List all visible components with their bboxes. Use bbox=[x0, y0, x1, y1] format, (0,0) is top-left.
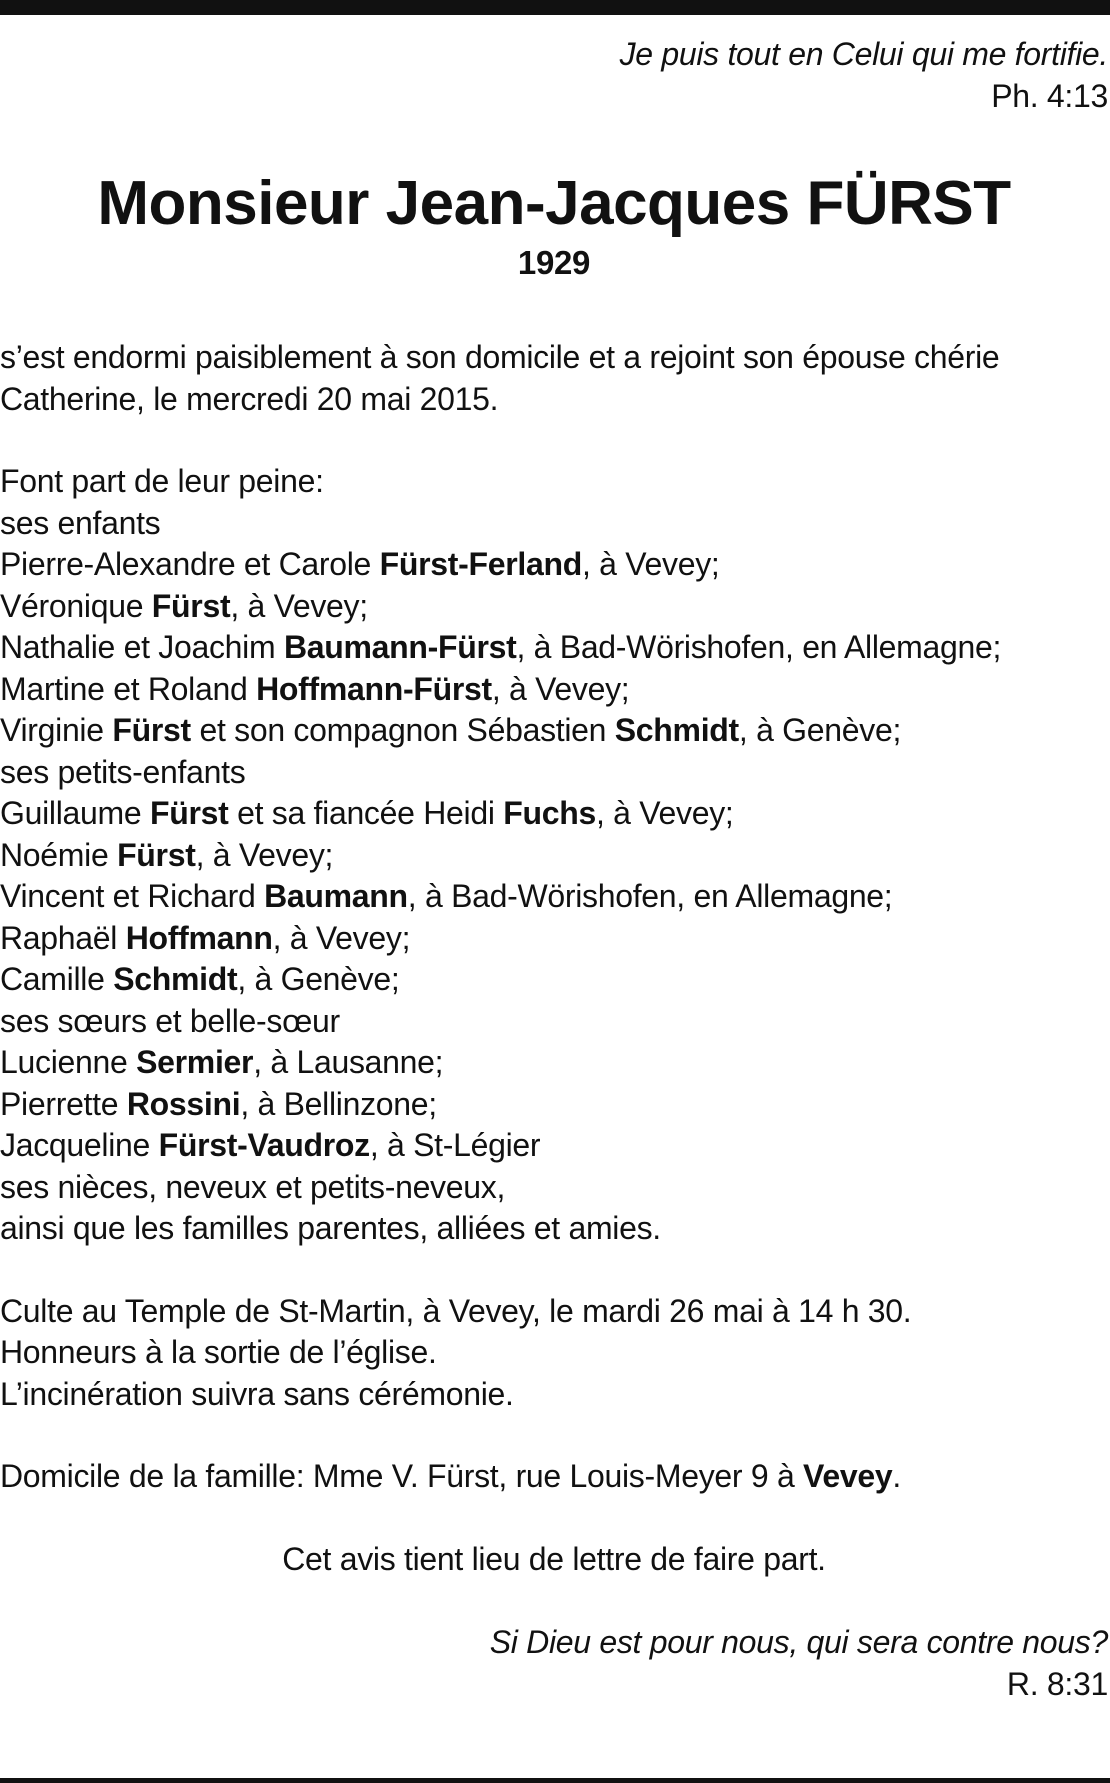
closing-verse-reference: R. 8:31 bbox=[1006, 1665, 1108, 1702]
family-line bbox=[0, 876, 1108, 918]
text-segment: Véronique bbox=[0, 587, 152, 624]
text-segment: Domicile de la famille: Mme V. Fürst, rue Louis-Meyer 9 à bbox=[0, 1458, 804, 1494]
text-segment: , à Vevey; bbox=[491, 670, 630, 707]
deceased-name: Monsieur Jean-Jacques FÜRST bbox=[97, 169, 1011, 238]
text-segment: et sa fiancée Heidi bbox=[228, 795, 504, 831]
opening-verse-reference: Ph. 4:13 bbox=[991, 77, 1108, 114]
family-list bbox=[0, 461, 1108, 1250]
family-line bbox=[0, 1042, 1108, 1084]
text-segment: , à Vevey; bbox=[581, 546, 720, 582]
deceased-year: 1929 bbox=[517, 244, 591, 281]
text-segment: Jacqueline bbox=[0, 1127, 159, 1163]
text-segment: Noémie bbox=[0, 836, 118, 873]
text-segment: Guillaume bbox=[0, 795, 150, 831]
family-name-bold: Hoffmann-Fürst bbox=[256, 670, 492, 707]
text-segment: , à Bad-Wörishofen, en Allemagne; bbox=[407, 878, 893, 914]
text-segment: . bbox=[892, 1458, 901, 1494]
text-segment: ses petits-enfants bbox=[0, 753, 246, 790]
text-segment: Font part de leur peine: bbox=[0, 463, 324, 499]
family-name-bold: Sermier bbox=[136, 1044, 254, 1080]
text-segment: Pierre-Alexandre et Carole bbox=[0, 546, 380, 582]
family-line bbox=[0, 959, 1108, 1001]
family-line bbox=[0, 627, 1108, 669]
text-segment: , à Genève; bbox=[738, 712, 902, 748]
text-segment: Virginie bbox=[0, 712, 113, 748]
family-name-bold: Fürst-Vaudroz bbox=[158, 1127, 370, 1163]
service-line: Honneurs à la sortie de l’église. bbox=[0, 1334, 437, 1370]
family-line bbox=[0, 918, 1108, 960]
opening-verse bbox=[0, 34, 1108, 117]
text-segment: ainsi que les familles parentes, alliées et amies. bbox=[0, 1210, 661, 1246]
opening-verse-quote: Je puis tout en Celui qui me fortifie. bbox=[619, 36, 1108, 72]
announcement-line: s’est endormi paisiblement à son domicile et a rejoint son épouse chérie bbox=[0, 339, 1000, 375]
family-domicile bbox=[0, 1456, 1108, 1498]
family-name-bold: Vevey bbox=[803, 1458, 893, 1494]
family-line bbox=[0, 544, 1108, 586]
top-rule bbox=[0, 0, 1110, 15]
family-name-bold: Fürst bbox=[112, 712, 191, 748]
family-name-bold: Fürst-Ferland bbox=[379, 546, 582, 582]
family-line bbox=[0, 1208, 1108, 1250]
family-line bbox=[0, 1125, 1108, 1167]
family-line bbox=[0, 835, 1108, 877]
family-name-bold: Hoffmann bbox=[125, 919, 273, 956]
family-name-bold: Schmidt bbox=[113, 961, 238, 997]
family-line bbox=[0, 1167, 1108, 1209]
announcement-line: Catherine, le mercredi 20 mai 2015. bbox=[0, 380, 499, 417]
text-segment: , à Vevey; bbox=[272, 919, 411, 956]
family-name-bold: Schmidt bbox=[614, 712, 739, 748]
text-segment: , à Vevey; bbox=[595, 795, 734, 831]
family-line bbox=[0, 752, 1108, 794]
family-name-bold: Baumann-Fürst bbox=[283, 629, 517, 665]
text-segment: , à Bellinzone; bbox=[240, 1085, 437, 1122]
family-line bbox=[0, 1001, 1108, 1043]
text-segment: Nathalie et Joachim bbox=[0, 629, 284, 665]
text-segment: Lucienne bbox=[0, 1044, 137, 1080]
family-line bbox=[0, 1084, 1108, 1126]
text-segment: ses enfants bbox=[0, 504, 161, 541]
text-segment: , à Bad-Wörishofen, en Allemagne; bbox=[516, 629, 1002, 665]
text-segment: Camille bbox=[0, 961, 114, 997]
family-line bbox=[0, 461, 1108, 503]
family-line bbox=[0, 503, 1108, 545]
text-segment: Martine et Roland bbox=[0, 670, 257, 707]
closing-verse-quote: Si Dieu est pour nous, qui sera contre nous? bbox=[489, 1624, 1108, 1660]
announcement bbox=[0, 337, 1108, 420]
family-name-bold: Fürst bbox=[149, 795, 229, 831]
service-line: Culte au Temple de St-Martin, à Vevey, le mardi 26 mai à 14 h 30. bbox=[0, 1292, 912, 1329]
family-line bbox=[0, 710, 1108, 752]
obituary-notice bbox=[0, 34, 1108, 1705]
text-segment: ses nièces, neveux et petits-neveux, bbox=[0, 1168, 506, 1205]
text-segment: et son compagnon Sébastien bbox=[190, 712, 615, 748]
family-name-bold: Fürst bbox=[151, 587, 231, 624]
family-name-bold: Fürst bbox=[117, 836, 196, 873]
service-details bbox=[0, 1291, 1108, 1416]
domicile-line bbox=[0, 1456, 1108, 1498]
family-name-bold: Fuchs bbox=[503, 795, 596, 831]
notice-statement bbox=[0, 1539, 1108, 1581]
text-segment: , à Vevey; bbox=[195, 836, 334, 873]
family-line bbox=[0, 793, 1108, 835]
closing-verse bbox=[0, 1622, 1108, 1705]
text-segment: ses sœurs et belle-sœur bbox=[0, 1002, 340, 1039]
notice-text: Cet avis tient lieu de lettre de faire part. bbox=[282, 1540, 826, 1577]
text-segment: Raphaël bbox=[0, 919, 126, 956]
text-segment: , à Vevey; bbox=[230, 587, 368, 624]
text-segment: , à Lausanne; bbox=[253, 1044, 444, 1080]
text-segment: Vincent et Richard bbox=[0, 878, 265, 914]
bottom-rule bbox=[0, 1778, 1110, 1783]
text-segment: Pierrette bbox=[0, 1085, 127, 1122]
family-line bbox=[0, 669, 1108, 711]
family-name-bold: Rossini bbox=[126, 1085, 241, 1122]
text-segment: , à Genève; bbox=[237, 961, 400, 997]
family-name-bold: Baumann bbox=[264, 878, 408, 914]
text-segment: , à St-Légier bbox=[369, 1127, 541, 1163]
service-line: L’incinération suivra sans cérémonie. bbox=[0, 1375, 514, 1412]
family-line bbox=[0, 586, 1108, 628]
